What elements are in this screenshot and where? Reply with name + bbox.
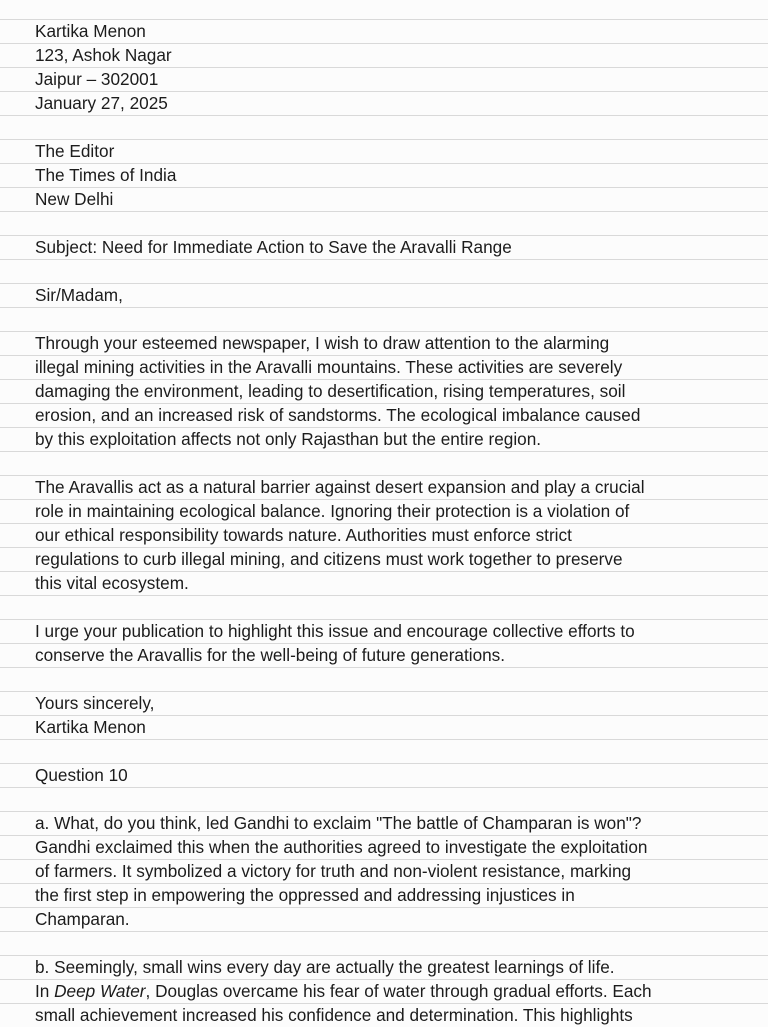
spacer (35, 931, 735, 955)
question-a-answer-line: Champaran. (35, 909, 130, 929)
body-para1-line: illegal mining activities in the Aravalli mountains. These activities are severely (35, 357, 623, 377)
question-b-prompt: b. Seemingly, small wins every day are actually the greatest learnings of life. (35, 957, 615, 977)
salutation: Sir/Madam, (35, 285, 123, 305)
letter-date: January 27, 2025 (35, 93, 168, 113)
spacer (35, 451, 735, 475)
spacer (35, 667, 735, 691)
spacer (35, 787, 735, 811)
story-title: Deep Water (54, 981, 146, 1001)
spacer (35, 739, 735, 763)
question-a-answer-line: the first step in empowering the oppressed and addressing injustices in (35, 885, 575, 905)
subject-text: Need for Immediate Action to Save the Aravalli Range (97, 237, 512, 257)
body-para1-line: erosion, and an increased risk of sandstorms. The ecological imbalance caused (35, 405, 641, 425)
body-para3-line: I urge your publication to highlight this issue and encourage collective efforts to (35, 621, 635, 641)
question-b-answer-line: small achievement increased his confidence and determination. This highlights (35, 1005, 633, 1025)
question-a-prompt: a. What, do you think, led Gandhi to exclaim "The battle of Champaran is won"? (35, 813, 642, 833)
body-para2-line: The Aravallis act as a natural barrier against desert expansion and play a crucial (35, 477, 645, 497)
spacer (35, 307, 735, 331)
spacer (35, 115, 735, 139)
subject-label: Subject: (35, 237, 98, 257)
body-para2-line: role in maintaining ecological balance. Ignoring their protection is a violation of (35, 501, 630, 521)
spacer (35, 211, 735, 235)
sender-name: Kartika Menon (35, 21, 146, 41)
recipient-line1: The Editor (35, 141, 115, 161)
body-para2-line: this vital ecosystem. (35, 573, 189, 593)
spacer (35, 595, 735, 619)
body-para2-line: our ethical responsibility towards nature. Authorities must enforce strict (35, 525, 572, 545)
body-para2-line: regulations to curb illegal mining, and citizens must work together to preserve (35, 549, 623, 569)
body-para1-line: damaging the environment, leading to desertification, rising temperatures, soil (35, 381, 626, 401)
body-para1-line: Through your esteemed newspaper, I wish to draw attention to the alarming (35, 333, 610, 353)
recipient-line2: The Times of India (35, 165, 177, 185)
body-para1-line: by this exploitation affects not only Rajasthan but the entire region. (35, 429, 542, 449)
sender-address-line2: Jaipur – 302001 (35, 69, 159, 89)
body-para3-line: conserve the Aravallis for the well-being of future generations. (35, 645, 506, 665)
answer-text: , Douglas overcame his fear of water through gradual efforts. Each (145, 981, 652, 1001)
letter-page (35, 19, 735, 1027)
question-a-answer-line: Gandhi exclaimed this when the authorities agreed to investigate the exploitation (35, 837, 648, 857)
sender-address-line1: 123, Ashok Nagar (35, 45, 172, 65)
valediction: Yours sincerely, (35, 693, 155, 713)
question-heading: Question 10 (35, 765, 128, 785)
question-a-answer-line: of farmers. It symbolized a victory for truth and non-violent resistance, marking (35, 861, 632, 881)
signature: Kartika Menon (35, 717, 146, 737)
subject-line (35, 235, 735, 259)
answer-prefix: In (35, 981, 55, 1001)
recipient-line3: New Delhi (35, 189, 114, 209)
question-b-answer-line (35, 979, 735, 1003)
spacer (35, 259, 735, 283)
